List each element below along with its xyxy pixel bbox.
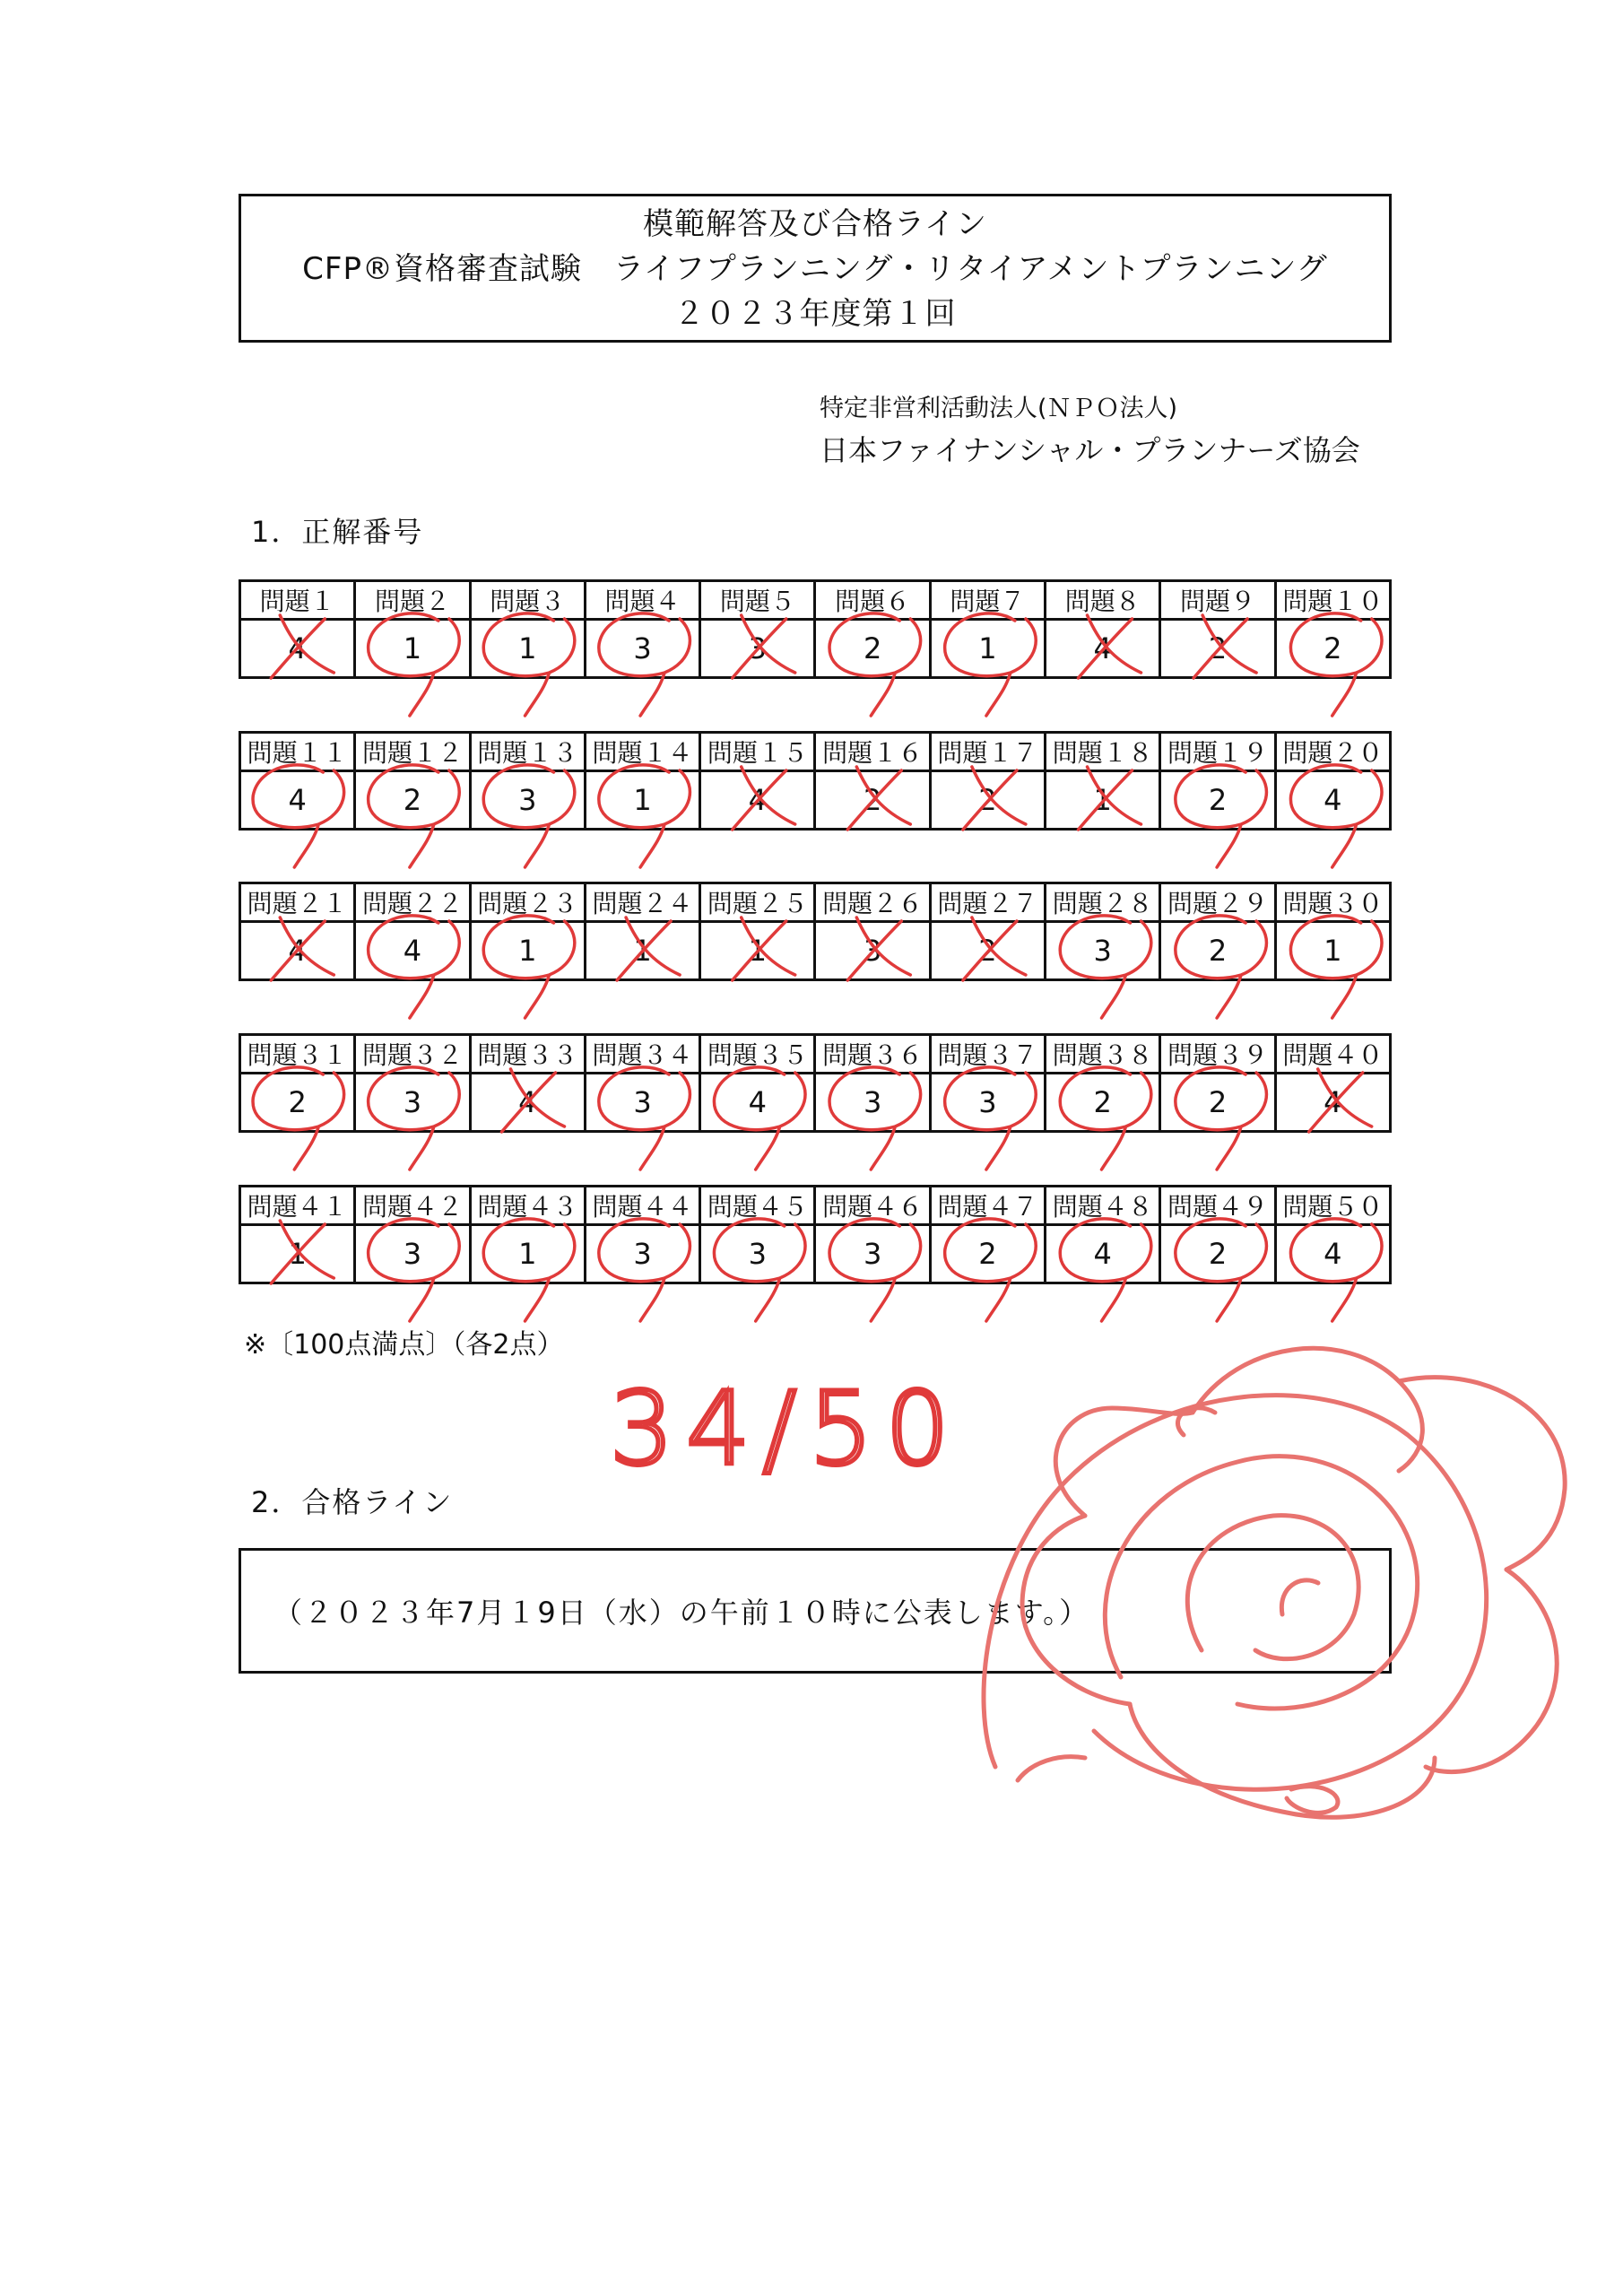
question-label: 問題２２ [355, 883, 470, 922]
answer-value: 2 [1160, 922, 1275, 980]
answer-table [239, 882, 1392, 981]
page-title: 模範解答及び合格ライン [643, 206, 987, 242]
question-label: 問題４３ [470, 1187, 585, 1225]
answer-value: 2 [1160, 771, 1275, 830]
answer-value: 3 [815, 1225, 930, 1283]
answer-value: 4 [470, 1074, 585, 1132]
answer-table [239, 1033, 1392, 1133]
answer-row [240, 1225, 1391, 1283]
question-label: 問題２４ [585, 883, 699, 922]
answer-value: 4 [1046, 1225, 1160, 1283]
question-label: 問題９ [1160, 581, 1275, 620]
answer-value: 4 [240, 620, 355, 678]
question-label: 問題１６ [815, 733, 930, 771]
question-label: 問題２１ [240, 883, 355, 922]
answer-value: 4 [240, 922, 355, 980]
question-label: 問題１９ [1160, 733, 1275, 771]
answer-value: 3 [700, 1225, 815, 1283]
answer-row [240, 771, 1391, 830]
answer-value: 2 [815, 620, 930, 678]
answer-value: 2 [930, 922, 1045, 980]
answer-value: 4 [700, 1074, 815, 1132]
question-label: 問題４０ [1275, 1035, 1390, 1074]
question-label: 問題１ [240, 581, 355, 620]
question-label: 問題１１ [240, 733, 355, 771]
answer-table [239, 1185, 1392, 1284]
question-label: 問題３０ [1275, 883, 1390, 922]
answer-value: 1 [355, 620, 470, 678]
answer-value: 3 [355, 1225, 470, 1283]
question-label: 問題１３ [470, 733, 585, 771]
question-label: 問題３３ [470, 1035, 585, 1074]
exam-subtitle: CFP®資格審査試験 ライフプランニング・リタイアメントプランニング [302, 251, 1328, 287]
answer-value: 4 [1275, 1074, 1390, 1132]
answer-value: 4 [1275, 771, 1390, 830]
question-label: 問題２３ [470, 883, 585, 922]
exam-session: ２０２３年度第１回 [673, 296, 957, 332]
handwritten-score: 34/50 [610, 1371, 962, 1488]
answer-value: 2 [355, 771, 470, 830]
answer-value: 4 [240, 771, 355, 830]
title-box [239, 194, 1392, 343]
question-label: 問題３７ [930, 1035, 1045, 1074]
answer-value: 3 [1046, 922, 1160, 980]
question-label: 問題３５ [700, 1035, 815, 1074]
question-label: 問題２０ [1275, 733, 1390, 771]
answer-value: 3 [930, 1074, 1045, 1132]
question-label: 問題３８ [1046, 1035, 1160, 1074]
section2-heading: 2．合格ライン [251, 1485, 454, 1519]
question-label: 問題３２ [355, 1035, 470, 1074]
question-label: 問題２ [355, 581, 470, 620]
question-label: 問題１５ [700, 733, 815, 771]
answer-value: 1 [1046, 771, 1160, 830]
question-label: 問題１４ [585, 733, 699, 771]
answer-value: 3 [585, 1225, 699, 1283]
question-row [240, 1187, 1391, 1225]
question-label: 問題４８ [1046, 1187, 1160, 1225]
answer-row [240, 1074, 1391, 1132]
scoring-note: ※〔100点満点〕（各2点） [244, 1329, 564, 1361]
question-row [240, 883, 1391, 922]
answer-value: 2 [1046, 1074, 1160, 1132]
answer-row [240, 922, 1391, 980]
answer-value: 4 [1275, 1225, 1390, 1283]
question-label: 問題１０ [1275, 581, 1390, 620]
question-label: 問題２９ [1160, 883, 1275, 922]
answer-value: 3 [355, 1074, 470, 1132]
question-label: 問題１７ [930, 733, 1045, 771]
answer-value: 4 [700, 771, 815, 830]
answer-value: 1 [700, 922, 815, 980]
question-label: 問題３６ [815, 1035, 930, 1074]
answer-table [239, 731, 1392, 831]
answer-value: 3 [585, 620, 699, 678]
answer-value: 2 [815, 771, 930, 830]
answer-value: 3 [470, 771, 585, 830]
organization-type: 特定非営利活動法人(ＮＰＯ法人) [820, 395, 1178, 422]
answer-value: 1 [1275, 922, 1390, 980]
answer-value: 3 [815, 922, 930, 980]
answer-value: 1 [470, 1225, 585, 1283]
question-row [240, 581, 1391, 620]
answer-table [239, 579, 1392, 679]
question-label: 問題２６ [815, 883, 930, 922]
answer-value: 2 [1275, 620, 1390, 678]
answer-value: 1 [585, 771, 699, 830]
question-label: 問題３１ [240, 1035, 355, 1074]
question-label: 問題５０ [1275, 1187, 1390, 1225]
answer-value: 1 [240, 1225, 355, 1283]
answer-value: 1 [470, 620, 585, 678]
question-label: 問題７ [930, 581, 1045, 620]
question-row [240, 1035, 1391, 1074]
answer-value: 2 [930, 1225, 1045, 1283]
answer-value: 3 [815, 1074, 930, 1132]
question-label: 問題２７ [930, 883, 1045, 922]
question-label: 問題４５ [700, 1187, 815, 1225]
question-label: 問題４７ [930, 1187, 1045, 1225]
answer-value: 1 [930, 620, 1045, 678]
question-label: 問題３ [470, 581, 585, 620]
question-label: 問題２８ [1046, 883, 1160, 922]
answer-value: 4 [355, 922, 470, 980]
question-label: 問題４２ [355, 1187, 470, 1225]
answer-value: 2 [1160, 1074, 1275, 1132]
answer-value: 1 [470, 922, 585, 980]
question-label: 問題６ [815, 581, 930, 620]
question-label: 問題１８ [1046, 733, 1160, 771]
organization [820, 391, 1360, 474]
question-label: 問題１２ [355, 733, 470, 771]
organization-name: 日本ファイナンシャル・プランナーズ協会 [820, 433, 1360, 467]
question-label: 問題４ [585, 581, 699, 620]
question-label: 問題２５ [700, 883, 815, 922]
question-label: 問題８ [1046, 581, 1160, 620]
answer-row [240, 620, 1391, 678]
answer-value: 2 [930, 771, 1045, 830]
question-label: 問題３４ [585, 1035, 699, 1074]
question-label: 問題４６ [815, 1187, 930, 1225]
question-label: 問題４１ [240, 1187, 355, 1225]
question-label: 問題４４ [585, 1187, 699, 1225]
pass-line-text: （２０２３年7月１9日（水）の午前１０時に公表します。） [273, 1596, 1090, 1630]
question-label: 問題３９ [1160, 1035, 1275, 1074]
pass-line-box [239, 1548, 1392, 1674]
answer-value: 3 [585, 1074, 699, 1132]
question-label: 問題５ [700, 581, 815, 620]
answer-value: 4 [1046, 620, 1160, 678]
answer-value: 2 [1160, 1225, 1275, 1283]
answer-value: 2 [240, 1074, 355, 1132]
section1-heading: 1．正解番号 [251, 515, 424, 549]
answer-value: 3 [700, 620, 815, 678]
answer-value: 2 [1160, 620, 1275, 678]
question-row [240, 733, 1391, 771]
question-label: 問題４９ [1160, 1187, 1275, 1225]
answer-value: 1 [585, 922, 699, 980]
